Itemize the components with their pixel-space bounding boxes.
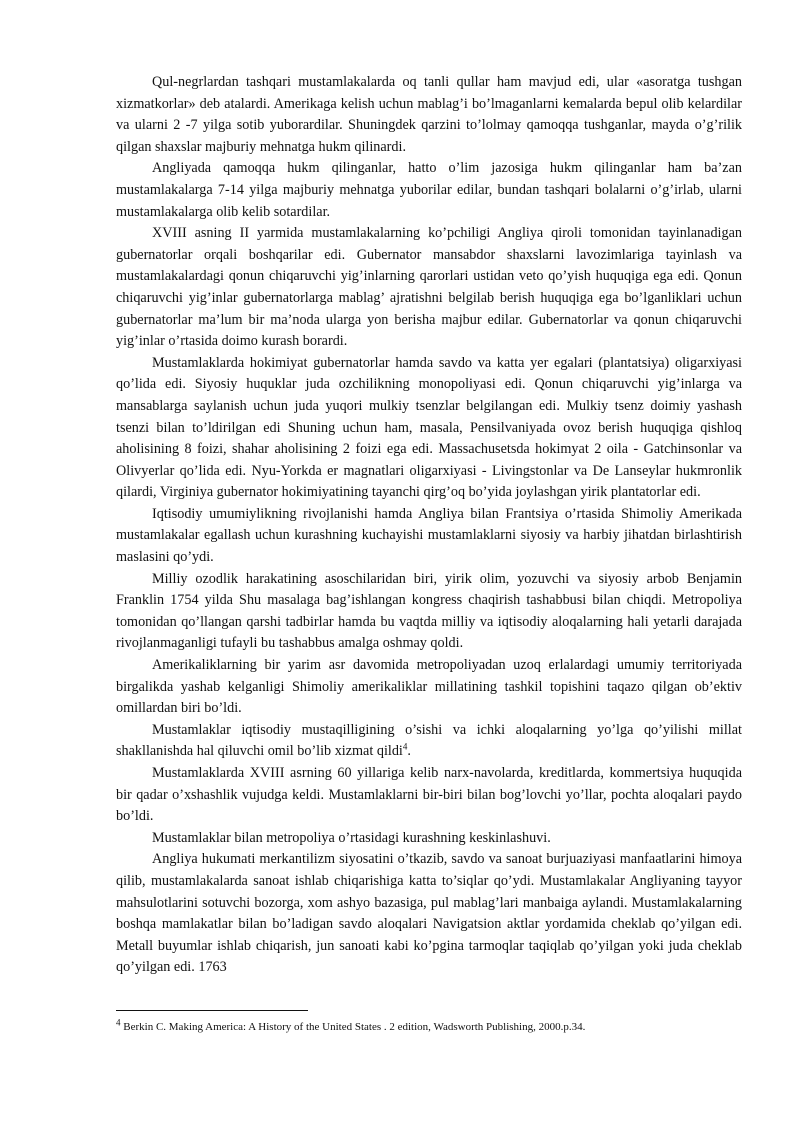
paragraph: Mustamlaklarda hokimiyat gubernatorlar hamda savdo va katta yer egalari (plantatsiya) oligarxiyasi qo’lida edi. Siyosiy huquklar juda ozchilikning monopoliyasi edi. Qonun chiqaruvchi yig’inlarga va mansablarga saylanish uchun juda yuqori mulkiy tsenzlar belgilangan edi. Mulkiy tsenz doimiy yashash tsenzi bilan to’ldirilgan edi Shuning uchun ham, masala, Pensilvaniyada ovoz berish huquqiga qishloq aholisining 8 foizi, shahar aholisining 2 foizi ega edi. Massachusetsda hokimyat 2 oila - Gatchinsonlar va Olivyerlar qo’lida edi. Nyu-Yorkda er magnatlari oligarxiyasi - Livingstonlar va De Lanseylar hukmronlik qilardi, Virginiya gubernator hokimiyatining tayanchi qirg’oq bo’yida joylashgan yirik plantatorlar edi.: [116, 354, 742, 501]
footnote-ref[interactable]: 4: [402, 741, 408, 752]
footnote-marker: 4: [116, 1017, 121, 1028]
paragraph: XVIII asning II yarmida mustamlakalarning ko’pchiligi Angliya qiroli tomonidan tayinlanadigan gubernatorlar orqali boshqarilar edi. Gubernator mansabdor shaxslarni lavozimlariga tayinlash va mustamlakalardagi qonun chiqaruvchi yig’inlarning qarorlari ustidan veto qo’yish huquqiga ega edi. Qonun chiqaruvchi yig’inlar gubernatorlarga mablag’ ajratishni belgilab berish huquqiga ega bo’lganliklari uchun gubernatorlar ma’lum bir ma’noda ularga yon berisha majbur edilar. Gubernatorlar va qonun chiqaruvchi yig’inlar o’rtasida doimo kurash borardi.: [116, 225, 742, 350]
paragraph-with-footnote-ref: [116, 720, 742, 763]
paragraph: Mustamlaklarda XVIII asrning 60 yillariga kelib narx-navolarda, kreditlarda, kommertsiya huquqida bir qadar o’xshashlik vujudga keldi. Mustamlaklarni bir-biri bilan bog’lovchi yo’llar, pochta aloqalari paydo bo’ldi.: [116, 765, 742, 825]
paragraph: Iqtisodiy umumiylikning rivojlanishi hamda Angliya bilan Frantsiya o’rtasida Shimoliy Amerikada mustamlakalar egallash uchun kurashning kuchayishi mustamlaklarni siyosiy va harbiy jihatdan birlashtirish maslasini qo’ydi.: [116, 505, 742, 566]
paragraph-text: Mustamlaklar iqtisodiy mustaqilligining o’sishi va ichki aloqalarning yo’lga qo’yilishi millat shakllanishda hal qiluvchi omil bo’lib xizmat qildi: [116, 721, 742, 760]
paragraph-end: .: [407, 743, 411, 760]
paragraph: Milliy ozodlik harakatining asoschilaridan biri, yirik olim, yozuvchi va siyosiy arbob Benjamin Franklin 1754 yilda Shu masalaga bag’ishlangan kongress chaqirish tashabbusi bilan chiqdi. Metropoliya tomonidan qo’llangan qarshi tadbirlar hamda bu vaqtda milliy va iqtisodiy aloqalarning hali yetarli darajada rivojlanmaganligi tufayli bu tashabbus amalga oshmay qoldi.: [116, 570, 742, 652]
footnote-divider: [116, 1010, 308, 1011]
footnote-text: Berkin C. Making America: A History of the United States . 2 edition, Wadsworth Publishing, 2000.p.34.: [120, 1021, 586, 1033]
footnote: [116, 1017, 746, 1034]
paragraph: Qul-negrlardan tashqari mustamlakalarda oq tanli qullar ham mavjud edi, ular «asoratga tushgan xizmatkorlar» deb atalardi. Amerikaga kelish uchun mablag’i bo’lmaganlarni kemalarda bepul olib kelardilar va ularni 2 -7 yilga sotib yuborardilar. Shuningdek qarzini to’lolmay qamoqqa tushganlar, mayda o’g’rilik qilgan shaxslar majburiy mehnatga hukm qilinardi.: [116, 74, 742, 155]
paragraph: Angliya hukumati merkantilizm siyosatini o’tkazib, savdo va sanoat burjuaziyasi manfaatlarini himoya qilib, mustamlakalarda sanoat ishlab chiqarishiga katta to’siqlar qo’ydi. Mustamlakalar Angliyaning tayyor mahsulotlarini sotuvchi bozorga, xom ashyo bazasiga, pul mablag’lari manbaiga aylandi. Mustamlakalarning boshqa mamlakatlar bilan bo’ladigan savdo aloqalari Navigatsion aktlar yordamida cheklab qo’yilgan edi. Metall buyumlar ishlab chiqarish, jun sanoati kabi ko’pgina tarmoqlar taqiqlab qo’yilgan yoki juda cheklab qo’yilgan edi. 1763: [116, 851, 742, 976]
body-text: [116, 72, 742, 979]
paragraph: Amerikaliklarning bir yarim asr davomida metropoliyadan uzoq erlalardagi umumiy territoriyada birgalikda yashab kelganligi Shimoliy amerikaliklar millatining tashkil topishini taqazo qilgan ob’ektiv omillardan biri bo’ldi.: [116, 657, 742, 717]
section-heading: Mustamlaklar bilan metropoliya o’rtasidagi kurashning keskinlashuvi.: [152, 829, 551, 846]
paragraph: Angliyada qamoqqa hukm qilinganlar, hatto o’lim jazosiga hukm qilinganlar ham ba’zan mustamlakalarga 7-14 yilga majburiy mehnatga yuborilar edilar, bundan tashqari bolalarni o’g’irlab, ularni mustamlakalarga olib kelib sotardilar.: [116, 160, 742, 220]
